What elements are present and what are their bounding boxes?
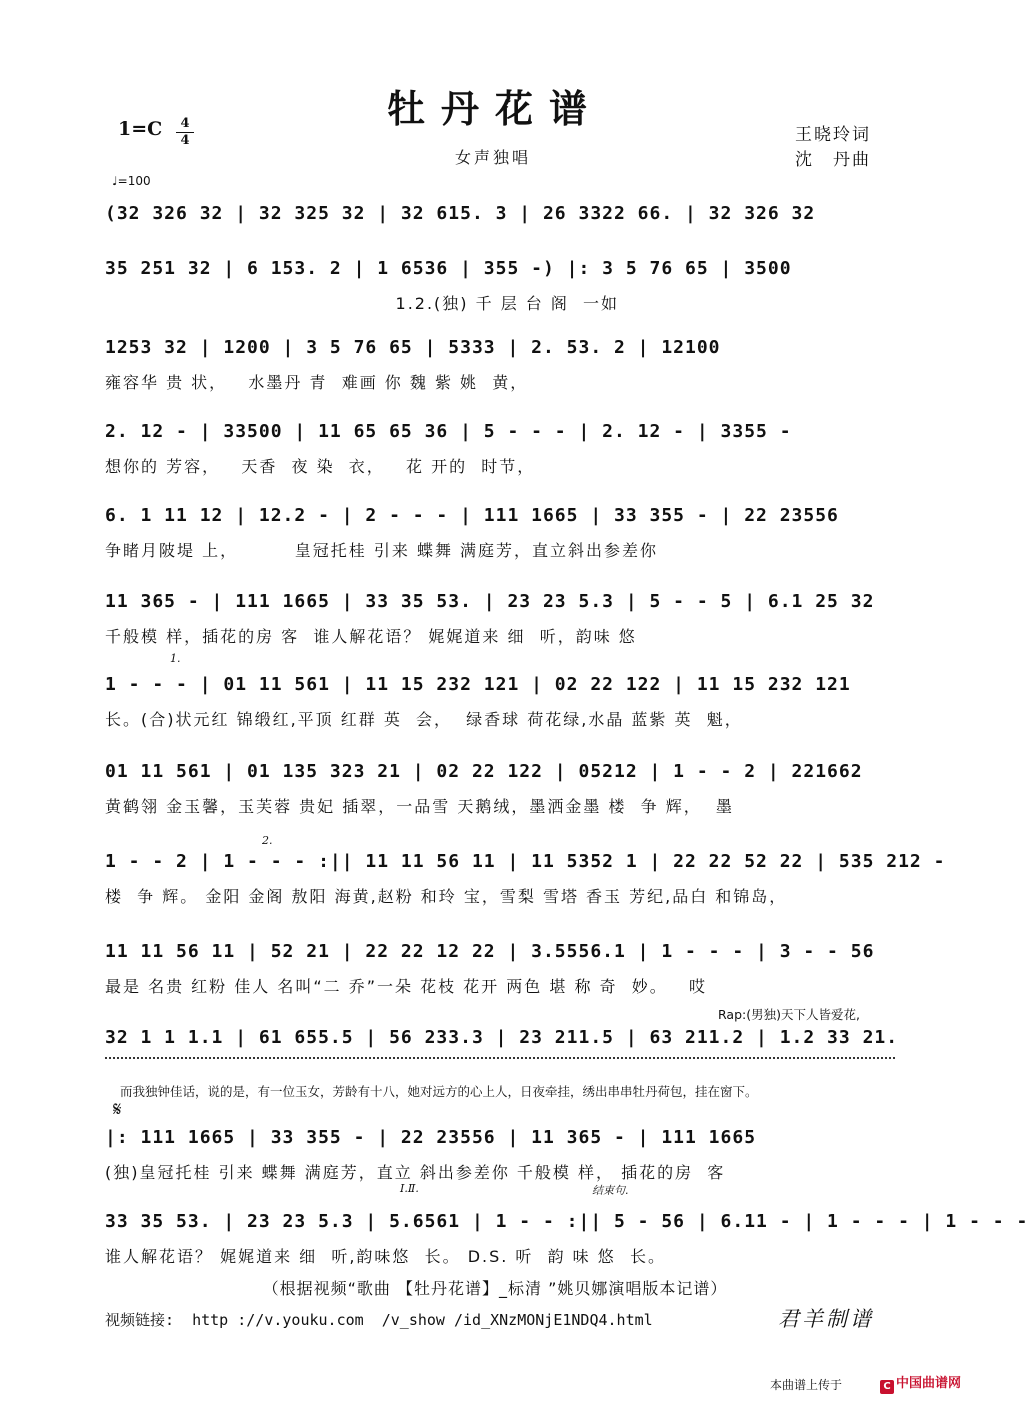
- notation-line: 6. 1 11 12 | 12.2 - | 2 - - - | 111 1665 | 33 355 - | 22 23556: [105, 505, 839, 526]
- time-numerator: 4: [180, 116, 190, 131]
- lyric-line: 想你的 芳容， 天香 夜 染 衣， 花 开的 时节，: [105, 457, 536, 476]
- volta-last-label: Ⅰ.Ⅱ.: [400, 1182, 419, 1195]
- rap-intro: Rap:(男独)天下人皆爱花,: [718, 1007, 860, 1022]
- song-title: 牡丹花谱: [386, 86, 603, 131]
- video-link-label: 视频链接:: [105, 1311, 175, 1329]
- lyric-line: 楼 争 辉。 金阳 金阁 敖阳 海黄,赵粉 和玲 宝，雪梨 雪塔 香玉 芳纪,品白 和锦岛，: [105, 887, 788, 906]
- lyric-line: 最是 名贵 红粉 佳人 名叫“二 乔”一朵 花枝 花开 两色 堪 称 奇 妙。 哎: [105, 977, 707, 996]
- lyric-line: (独)皇冠托桂 引来 蝶舞 满庭芳，直立 斜出参差你 千般模 样， 插花的房 客: [105, 1163, 726, 1182]
- time-denominator: 4: [180, 133, 190, 148]
- volta-1-label: 1.: [170, 652, 181, 665]
- lyric-line: 雍容华 贵 状， 水墨丹 青 难画 你 魏 紫 姚 黄，: [105, 373, 529, 392]
- notation-line: 32 1 1 1.1 | 61 655.5 | 56 233.3 | 23 211.5 | 63 211.2 | 1.2 33 21.: [105, 1027, 899, 1048]
- notation-line: 35 251 32 | 6 153. 2 | 1 6536 | 355 -) |: 3 5 76 65 | 3500: [105, 258, 792, 279]
- notation-line: 11 365 - | 111 1665 | 33 35 53. | 23 23 5.3 | 5 - - 5 | 6.1 25 32: [105, 591, 875, 612]
- notation-line: 01 11 561 | 01 135 323 21 | 02 22 122 | 05212 | 1 - - 2 | 221662: [105, 761, 863, 782]
- subtitle: 女声独唱: [455, 148, 532, 167]
- source-note: （根据视频“歌曲 【牡丹花谱】_标清 ”姚贝娜演唱版本记谱）: [262, 1279, 728, 1298]
- video-link[interactable]: http ://v.youku.com /v_show /id_XNzMONjE1NDQ4.html: [192, 1311, 653, 1329]
- notation-line: 33 35 53. | 23 23 5.3 | 5.6561 | 1 - - :|| 5 - 56 | 6.11 - | 1 - - - | 1 - - -: [105, 1211, 1028, 1232]
- lyric-line: 千般模 样，插花的房 客 谁人解花语？ 娓娓道来 细 听，韵味 悠: [105, 627, 637, 646]
- composer-credit: 沈 丹曲: [795, 150, 871, 170]
- notation-line: (32 326 32 | 32 325 32 | 32 615. 3 | 26 3322 66. | 32 326 32: [105, 203, 816, 224]
- tempo-marking: ♩=100: [112, 174, 151, 188]
- upload-note: 本曲谱上传于: [770, 1378, 843, 1392]
- notation-line: 11 11 56 11 | 52 21 | 22 22 12 22 | 3.5556.1 | 1 - - - | 3 - - 56: [105, 941, 875, 962]
- video-link-row: [105, 1309, 653, 1330]
- volta-2-label: 2.: [262, 834, 273, 847]
- key-signature: 1=C: [118, 118, 163, 140]
- rap-text: 而我独钟佳话，说的是，有一位玉女，芳龄有十八，她对远方的心上人，日夜牵挂，绣出串串牡丹荷包，挂在窗下。: [120, 1084, 758, 1099]
- lyric-line: 长。(合)状元红 锦缎红,平顶 红群 英 会， 绿香球 荷花绿,水晶 蓝紫 英 魁，: [105, 710, 743, 729]
- notation-line: 2. 12 - | 33500 | 11 65 65 36 | 5 - - - | 2. 12 - | 3355 -: [105, 421, 792, 442]
- ending-label: 结束句.: [592, 1184, 629, 1197]
- notation-line: 1 - - 2 | 1 - - - :|| 11 11 56 11 | 11 5352 1 | 22 22 52 22 | 535 212 -: [105, 851, 946, 872]
- segno-sign: 𝄋: [113, 1097, 122, 1121]
- notation-line: |: 111 1665 | 33 355 - | 22 23556 | 11 365 - | 111 1665: [105, 1127, 757, 1148]
- logo-icon: C: [880, 1380, 894, 1394]
- notation-line: 1 - - - | 01 11 561 | 11 15 232 121 | 02 22 122 | 11 15 232 121: [105, 674, 851, 695]
- notation-line: 1253 32 | 1200 | 3 5 76 65 | 5333 | 2. 53. 2 | 12100: [105, 337, 721, 358]
- time-signature: [176, 117, 194, 148]
- lyricist-credit: 王晓玲词: [795, 125, 871, 145]
- rap-dotted-line: [105, 1057, 895, 1059]
- lyric-line: 谁人解花语？ 娓娓道来 细 听,韵味悠 长。 D.S. 听 韵 味 悠 长。: [105, 1247, 666, 1266]
- lyric-line: 争睹月陂堤 上， 皇冠托桂 引来 蝶舞 满庭芳，直立斜出参差你: [105, 541, 659, 560]
- logo-text: 中国曲谱网: [896, 1376, 962, 1391]
- lyric-line: 1.2.(独) 千 层 台 阁 一如: [105, 294, 620, 313]
- lyric-line: 黄鹤翎 金玉馨，玉芙蓉 贵妃 插翠，一品雪 天鹅绒，墨洒金墨 楼 争 辉， 墨: [105, 797, 734, 816]
- transcriber-signature: 君羊制谱: [778, 1307, 874, 1331]
- site-logo[interactable]: [880, 1372, 961, 1394]
